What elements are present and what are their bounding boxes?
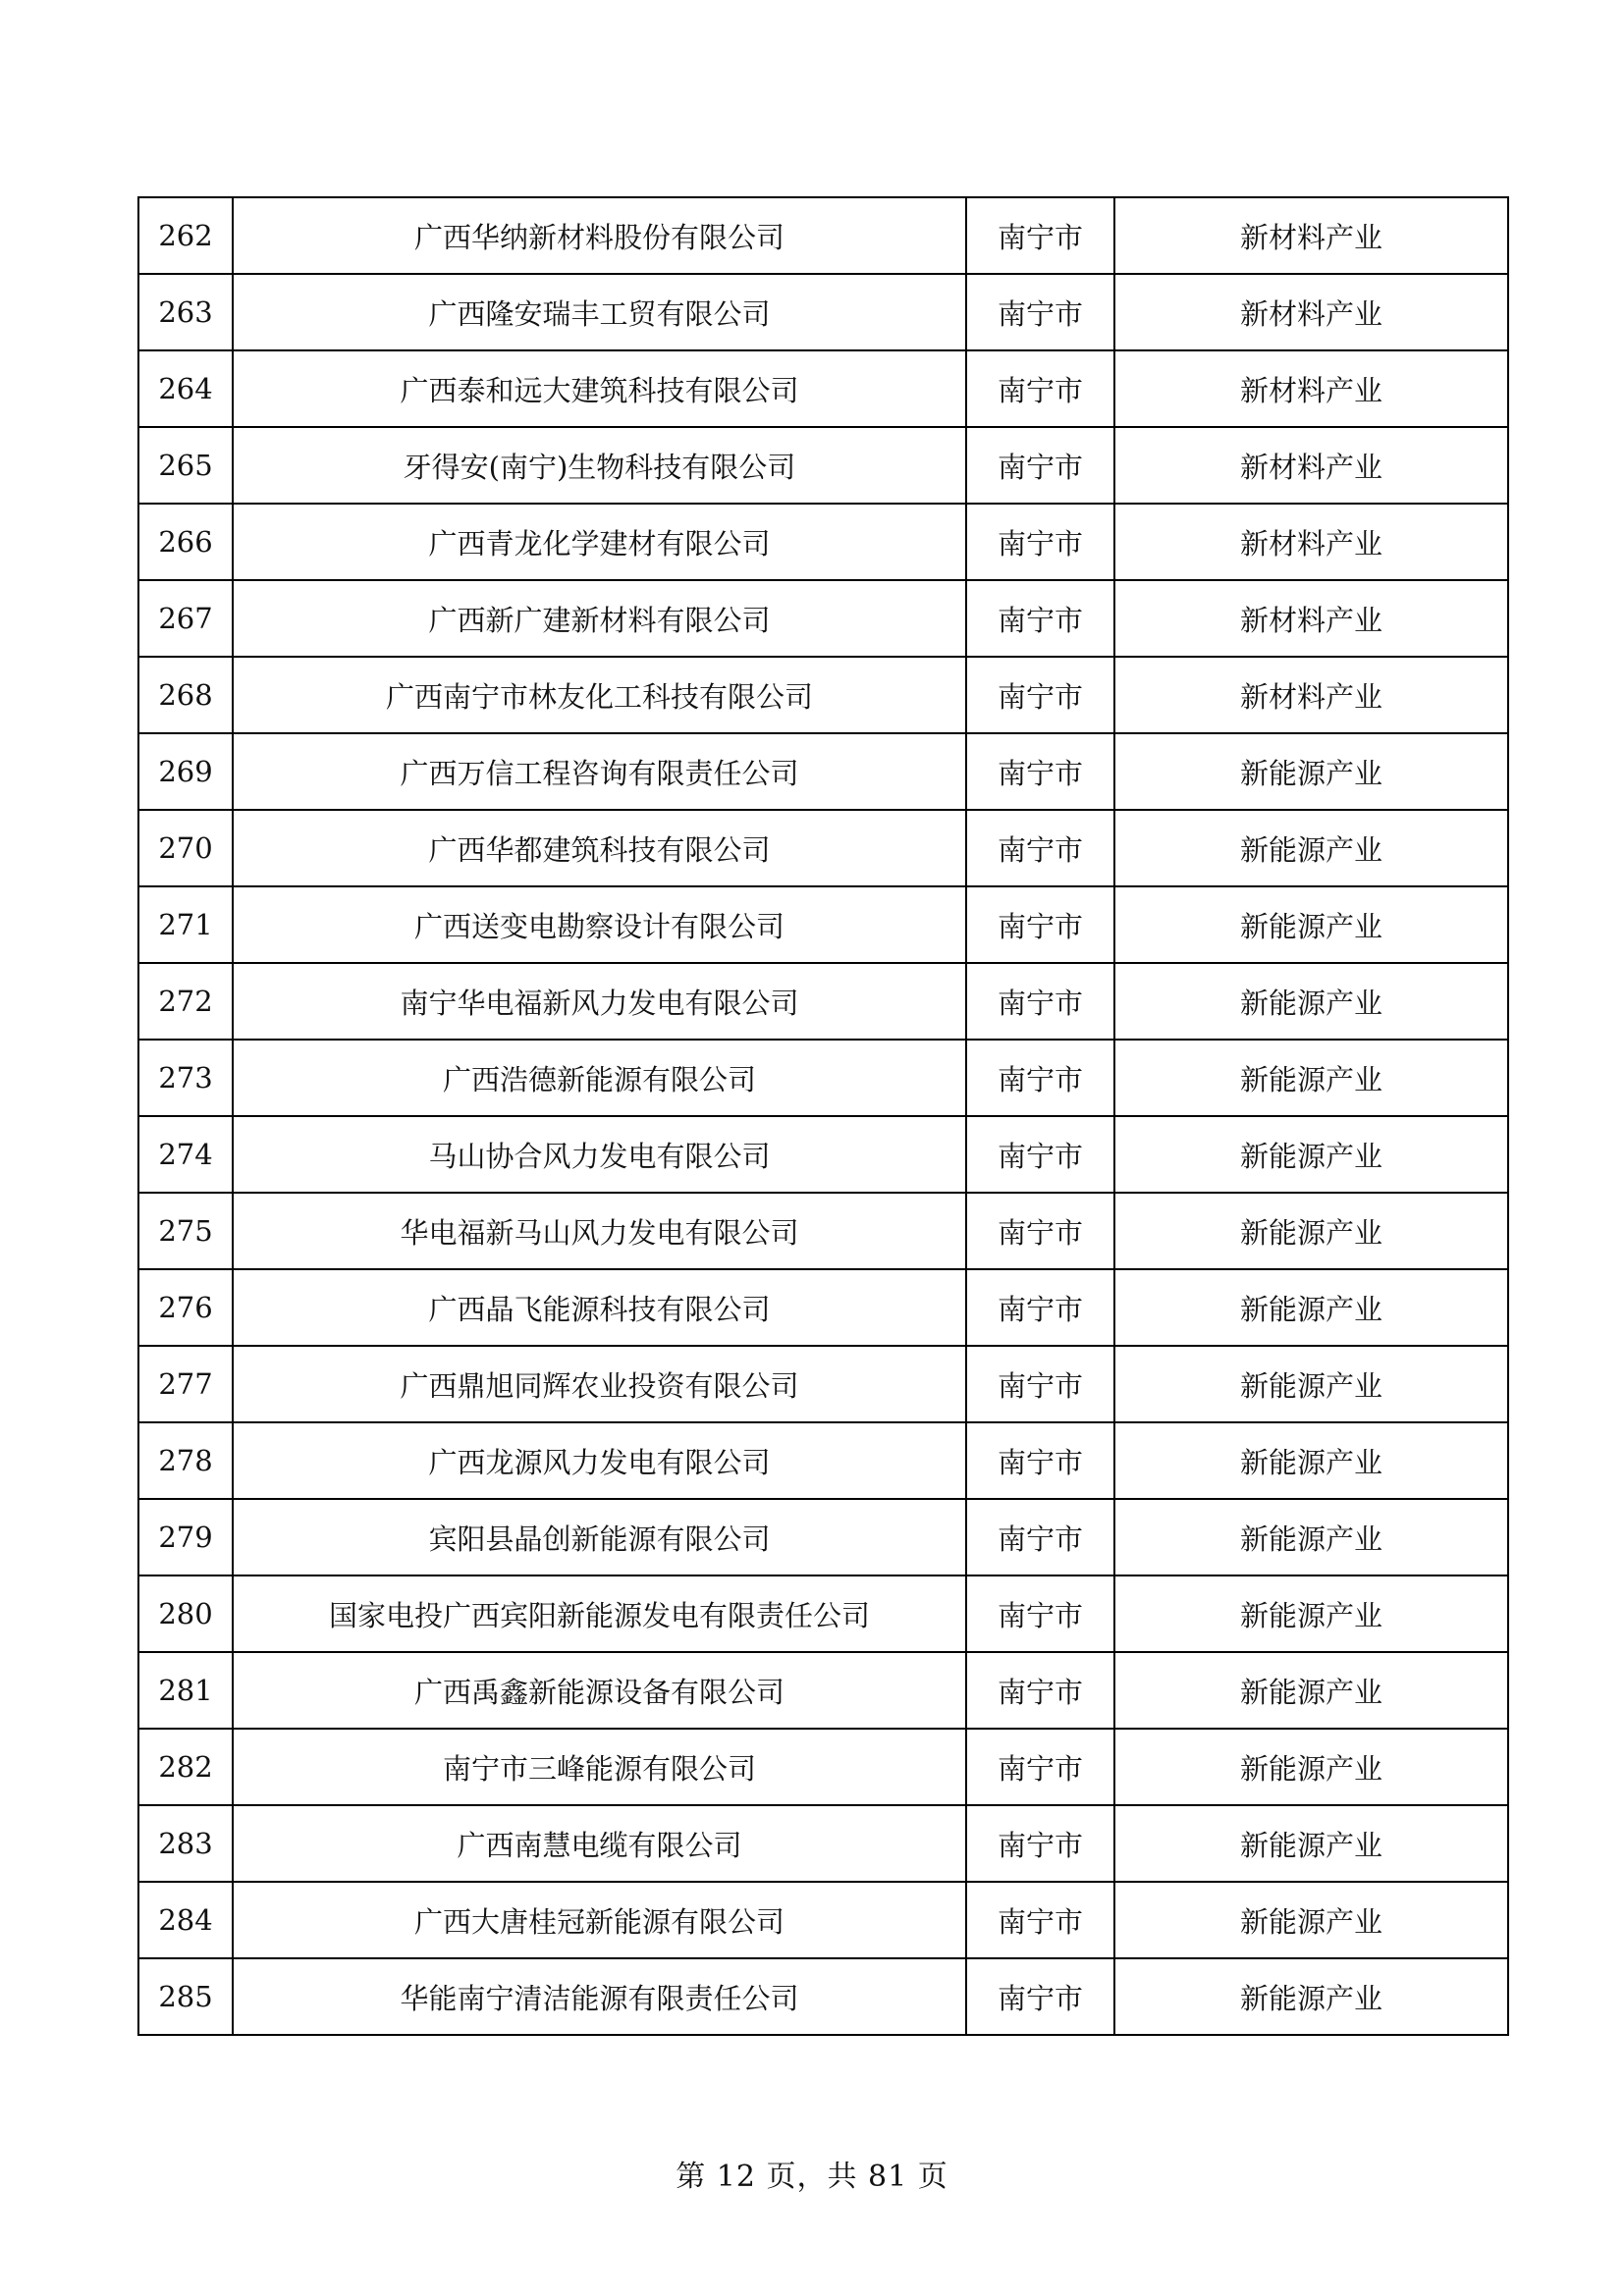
industry-cell: 新能源产业 [1114, 1269, 1508, 1346]
company-name-cell: 广西万信工程咨询有限责任公司 [233, 733, 966, 810]
row-number-cell: 271 [138, 886, 233, 963]
city-cell: 南宁市 [966, 274, 1114, 350]
city-cell: 南宁市 [966, 1040, 1114, 1116]
row-number-cell: 282 [138, 1729, 233, 1805]
row-number-cell: 270 [138, 810, 233, 886]
table-row [138, 1805, 1508, 1882]
company-name-cell: 广西青龙化学建材有限公司 [233, 504, 966, 580]
industry-cell: 新能源产业 [1114, 810, 1508, 886]
company-name-cell: 广西浩德新能源有限公司 [233, 1040, 966, 1116]
table-row [138, 1040, 1508, 1116]
company-name-cell: 广西大唐桂冠新能源有限公司 [233, 1882, 966, 1958]
table-row [138, 1652, 1508, 1729]
city-cell: 南宁市 [966, 1422, 1114, 1499]
industry-cell: 新材料产业 [1114, 197, 1508, 274]
industry-cell: 新能源产业 [1114, 1805, 1508, 1882]
page-number-footer: 第 12 页，共 81 页 [676, 2160, 948, 2194]
industry-cell: 新能源产业 [1114, 1729, 1508, 1805]
city-cell: 南宁市 [966, 350, 1114, 427]
company-name-cell: 广西泰和远大建筑科技有限公司 [233, 350, 966, 427]
company-name-cell: 广西晶飞能源科技有限公司 [233, 1269, 966, 1346]
city-cell: 南宁市 [966, 1958, 1114, 2035]
city-cell: 南宁市 [966, 1116, 1114, 1193]
city-cell: 南宁市 [966, 427, 1114, 504]
industry-cell: 新材料产业 [1114, 580, 1508, 657]
city-cell: 南宁市 [966, 1652, 1114, 1729]
company-name-cell: 牙得安(南宁)生物科技有限公司 [233, 427, 966, 504]
city-cell: 南宁市 [966, 1805, 1114, 1882]
company-name-cell: 广西新广建新材料有限公司 [233, 580, 966, 657]
table-row [138, 504, 1508, 580]
table-row [138, 427, 1508, 504]
table-row [138, 657, 1508, 733]
industry-cell: 新能源产业 [1114, 1040, 1508, 1116]
city-cell: 南宁市 [966, 197, 1114, 274]
table-row [138, 1882, 1508, 1958]
city-cell: 南宁市 [966, 733, 1114, 810]
industry-cell: 新能源产业 [1114, 886, 1508, 963]
row-number-cell: 285 [138, 1958, 233, 2035]
industry-cell: 新材料产业 [1114, 350, 1508, 427]
table-row [138, 1116, 1508, 1193]
city-cell: 南宁市 [966, 504, 1114, 580]
row-number-cell: 267 [138, 580, 233, 657]
industry-cell: 新材料产业 [1114, 504, 1508, 580]
table-row [138, 886, 1508, 963]
company-name-cell: 华电福新马山风力发电有限公司 [233, 1193, 966, 1269]
row-number-cell: 280 [138, 1575, 233, 1652]
company-name-cell: 广西南宁市林友化工科技有限公司 [233, 657, 966, 733]
industry-cell: 新材料产业 [1114, 427, 1508, 504]
city-cell: 南宁市 [966, 1346, 1114, 1422]
industry-cell: 新能源产业 [1114, 1652, 1508, 1729]
industry-cell: 新能源产业 [1114, 1882, 1508, 1958]
industry-cell: 新能源产业 [1114, 1575, 1508, 1652]
city-cell: 南宁市 [966, 1499, 1114, 1575]
industry-cell: 新能源产业 [1114, 963, 1508, 1040]
table-row [138, 1346, 1508, 1422]
industry-cell: 新材料产业 [1114, 657, 1508, 733]
table-row [138, 580, 1508, 657]
row-number-cell: 268 [138, 657, 233, 733]
company-name-cell: 广西龙源风力发电有限公司 [233, 1422, 966, 1499]
table-row [138, 1958, 1508, 2035]
row-number-cell: 262 [138, 197, 233, 274]
table-row [138, 1499, 1508, 1575]
city-cell: 南宁市 [966, 1269, 1114, 1346]
row-number-cell: 263 [138, 274, 233, 350]
city-cell: 南宁市 [966, 657, 1114, 733]
company-name-cell: 宾阳县晶创新能源有限公司 [233, 1499, 966, 1575]
industry-cell: 新材料产业 [1114, 274, 1508, 350]
company-name-cell: 广西隆安瑞丰工贸有限公司 [233, 274, 966, 350]
row-number-cell: 275 [138, 1193, 233, 1269]
industry-cell: 新能源产业 [1114, 1422, 1508, 1499]
industry-cell: 新能源产业 [1114, 1116, 1508, 1193]
city-cell: 南宁市 [966, 1729, 1114, 1805]
row-number-cell: 276 [138, 1269, 233, 1346]
company-name-cell: 广西鼎旭同辉农业投资有限公司 [233, 1346, 966, 1422]
company-name-cell: 南宁市三峰能源有限公司 [233, 1729, 966, 1805]
company-table-body [138, 197, 1508, 2035]
table-row [138, 274, 1508, 350]
company-name-cell: 广西南慧电缆有限公司 [233, 1805, 966, 1882]
table-row [138, 1269, 1508, 1346]
company-table [137, 196, 1509, 2036]
city-cell: 南宁市 [966, 886, 1114, 963]
company-name-cell: 华能南宁清洁能源有限责任公司 [233, 1958, 966, 2035]
row-number-cell: 269 [138, 733, 233, 810]
industry-cell: 新能源产业 [1114, 1499, 1508, 1575]
row-number-cell: 272 [138, 963, 233, 1040]
industry-cell: 新能源产业 [1114, 1346, 1508, 1422]
table-row [138, 197, 1508, 274]
row-number-cell: 278 [138, 1422, 233, 1499]
row-number-cell: 277 [138, 1346, 233, 1422]
industry-cell: 新能源产业 [1114, 1958, 1508, 2035]
row-number-cell: 273 [138, 1040, 233, 1116]
industry-cell: 新能源产业 [1114, 733, 1508, 810]
table-row [138, 810, 1508, 886]
city-cell: 南宁市 [966, 963, 1114, 1040]
row-number-cell: 274 [138, 1116, 233, 1193]
city-cell: 南宁市 [966, 580, 1114, 657]
row-number-cell: 281 [138, 1652, 233, 1729]
city-cell: 南宁市 [966, 1882, 1114, 1958]
company-name-cell: 南宁华电福新风力发电有限公司 [233, 963, 966, 1040]
company-name-cell: 马山协合风力发电有限公司 [233, 1116, 966, 1193]
table-row [138, 1193, 1508, 1269]
company-name-cell: 广西华纳新材料股份有限公司 [233, 197, 966, 274]
row-number-cell: 265 [138, 427, 233, 504]
table-row [138, 1729, 1508, 1805]
company-name-cell: 广西禹鑫新能源设备有限公司 [233, 1652, 966, 1729]
table-row [138, 733, 1508, 810]
company-name-cell: 广西送变电勘察设计有限公司 [233, 886, 966, 963]
city-cell: 南宁市 [966, 810, 1114, 886]
city-cell: 南宁市 [966, 1193, 1114, 1269]
table-row [138, 963, 1508, 1040]
row-number-cell: 266 [138, 504, 233, 580]
table-row [138, 1575, 1508, 1652]
row-number-cell: 283 [138, 1805, 233, 1882]
row-number-cell: 264 [138, 350, 233, 427]
industry-cell: 新能源产业 [1114, 1193, 1508, 1269]
company-name-cell: 广西华都建筑科技有限公司 [233, 810, 966, 886]
table-row [138, 350, 1508, 427]
company-name-cell: 国家电投广西宾阳新能源发电有限责任公司 [233, 1575, 966, 1652]
row-number-cell: 284 [138, 1882, 233, 1958]
row-number-cell: 279 [138, 1499, 233, 1575]
table-row [138, 1422, 1508, 1499]
city-cell: 南宁市 [966, 1575, 1114, 1652]
